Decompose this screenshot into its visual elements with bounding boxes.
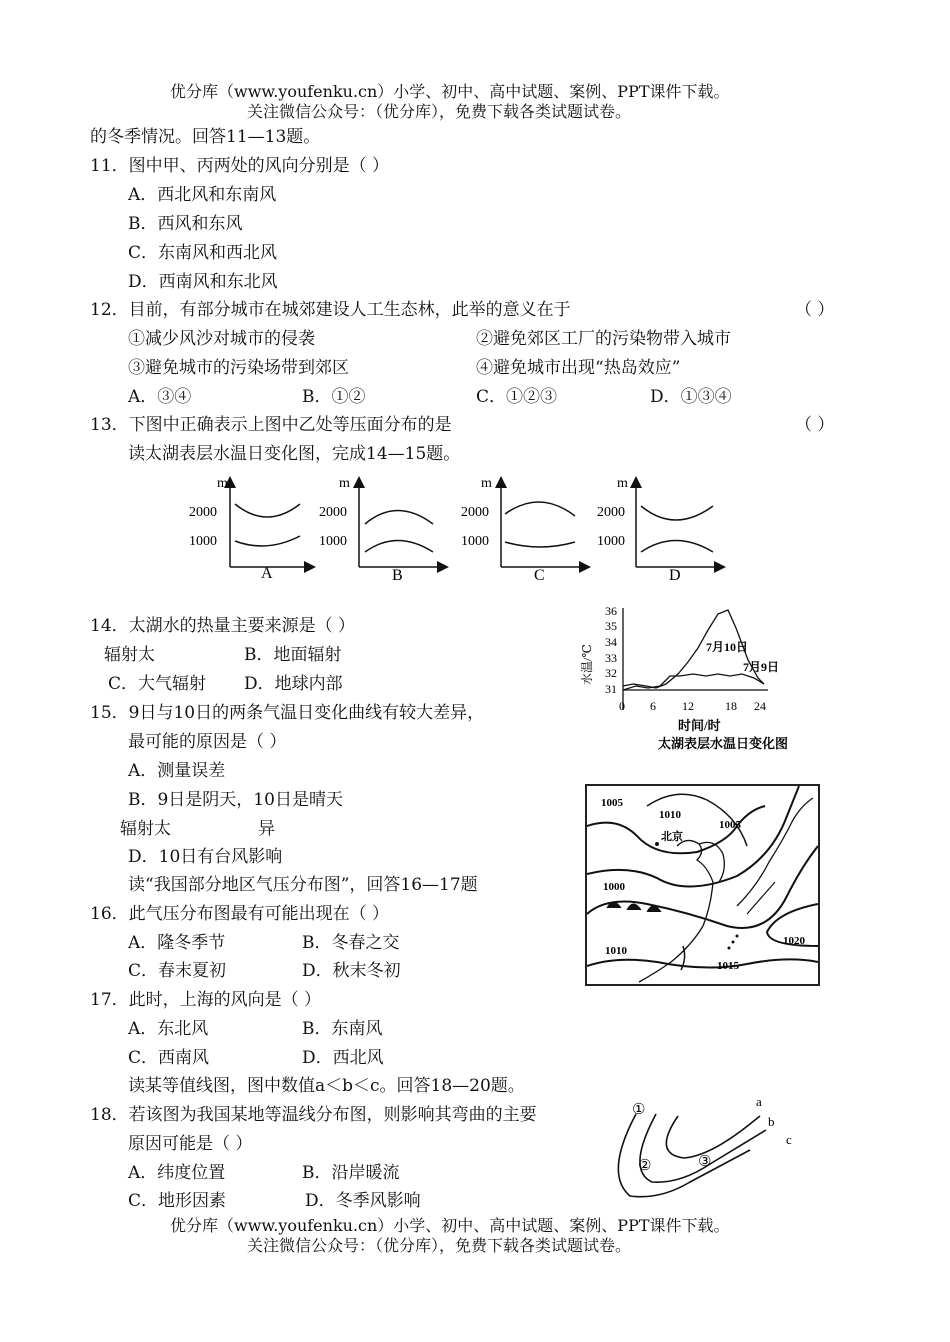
q16-option-a: A．隆冬季节	[128, 933, 226, 953]
y-tick-2000-c: 2000	[461, 505, 489, 520]
q14-stem: 14．太湖水的热量主要来源是（ ）	[90, 616, 356, 636]
q18-option-a: A．纬度位置	[128, 1163, 226, 1183]
q13-stem: 13．下图中正确表示上图中乙处等压面分布的是	[90, 415, 452, 435]
temp-ytick-34: 34	[605, 635, 617, 649]
isoline-label-c: c	[786, 1132, 792, 1147]
temp-xtick-18: 18	[725, 699, 737, 713]
isobar-label-1010-south: 1010	[605, 945, 627, 957]
q11-option-a: A．西北风和东南风	[128, 185, 277, 205]
q18-option-b: B．沿岸暖流	[302, 1163, 400, 1183]
temp-ytick-33: 33	[605, 651, 617, 665]
y-tick-2000-b: 2000	[319, 505, 347, 520]
isobar-label-1000: 1000	[603, 881, 625, 893]
marker-3: ③	[698, 1154, 712, 1170]
isobar-lower-d	[641, 541, 713, 553]
q17-option-d: D．西北风	[302, 1048, 384, 1068]
q18-20-intro: 读某等值线图，图中数值a＜b＜c。回答18—20题。	[128, 1076, 525, 1096]
q16-option-b: B．冬春之交	[302, 933, 400, 953]
isoline-c	[618, 1114, 750, 1197]
temp-ytick-36: 36	[605, 604, 617, 618]
q12-item-1: ①减少风沙对城市的侵袭	[128, 329, 315, 349]
unit-label-a: m	[217, 476, 228, 491]
temp-ylabel: 水温/℃	[580, 644, 594, 685]
isobar-lower-b	[365, 541, 433, 553]
isoline-figure	[600, 1090, 810, 1202]
isobar-label-1005-east: 1005	[719, 819, 741, 831]
marker-2: ②	[638, 1158, 652, 1174]
label-jul10: 7月10日	[706, 640, 749, 654]
temp-xtick-6: 6	[650, 699, 656, 713]
isobar-chart-d	[597, 476, 720, 584]
isobar-label-1015: 1015	[717, 960, 739, 972]
q15-option-a: A．测量误差	[128, 761, 226, 781]
q13-bracket: （ ）	[795, 415, 835, 435]
q12-option-b: B．①②	[302, 387, 366, 407]
q17-option-c: C．西南风	[128, 1048, 210, 1068]
isobar-chart-a	[189, 476, 310, 582]
isobar-label-1005-west: 1005	[601, 797, 623, 809]
q18-option-d: D．冬季风影响	[305, 1191, 421, 1211]
q16-stem: 16．此气压分布图最有可能出现在（ ）	[90, 904, 390, 924]
temp-xtick-24: 24	[754, 699, 766, 713]
q17-stem: 17．此时，上海的风向是（ ）	[90, 990, 322, 1010]
q18-option-c: C．地形因素	[128, 1191, 227, 1211]
q18-stem-1: 18．若该图为我国某地等温线分布图，则影响其弯曲的主要	[90, 1105, 537, 1125]
q16-option-d: D．秋末冬初	[302, 961, 401, 981]
temp-ytick-31: 31	[605, 682, 617, 696]
q12-bracket: （ ）	[795, 300, 835, 320]
isoline-b	[640, 1114, 766, 1182]
q15-option-c-tail: 异	[258, 819, 275, 839]
y-tick-2000-d: 2000	[597, 505, 625, 520]
q12-item-3: ③避免城市的污染场带到郊区	[128, 358, 349, 378]
isobar-upper-c	[505, 502, 575, 516]
q12-option-a: A．③④	[128, 387, 192, 407]
q14-option-b: B．地面辐射	[244, 645, 342, 665]
footer-line-2: 关注微信公众号：（优分库），免费下载各类试题试卷。	[247, 1236, 632, 1255]
isobar-upper-a	[235, 504, 300, 517]
lake-temperature-chart	[578, 600, 808, 760]
temp-caption: 太湖表层水温日变化图	[658, 736, 789, 751]
q11-option-c: C．东南风和西北风	[128, 243, 278, 263]
series-jul9	[623, 674, 764, 690]
q15-option-c-overlap: 辐射太	[120, 819, 171, 839]
isobar-label-1010-north: 1010	[659, 809, 681, 821]
q12-option-d: D．①③④	[650, 387, 732, 407]
q14-15-intro: 读太湖表层水温日变化图，完成14—15题。	[128, 444, 461, 464]
marker-1: ①	[632, 1102, 646, 1118]
q17-option-b: B．东南风	[302, 1019, 383, 1039]
isoline-label-b: b	[768, 1114, 775, 1129]
isobar-chart-b	[319, 476, 443, 584]
q12-stem: 12．目前，有部分城市在城郊建设人工生态林，此举的意义在于	[90, 300, 571, 320]
q12-option-c: C．①②③	[476, 387, 558, 407]
q15-option-d: D．10日有台风影响	[128, 847, 283, 867]
q15-stem-2: 最可能的原因是（ ）	[128, 732, 287, 752]
y-tick-1000-a: 1000	[189, 534, 217, 549]
y-tick-1000-c: 1000	[461, 534, 489, 549]
q16-17-intro: 读“我国部分地区气压分布图”，回答16—17题	[128, 875, 478, 895]
q17-option-a: A．东北风	[128, 1019, 209, 1039]
temp-xtick-0: 0	[619, 699, 625, 713]
unit-label-d: m	[617, 476, 628, 491]
y-tick-1000-d: 1000	[597, 534, 625, 549]
label-jul9: 7月9日	[743, 660, 780, 674]
isobar-lower-c	[505, 542, 575, 547]
q16-option-c: C．春末夏初	[128, 961, 227, 981]
chart-letter-a: A	[261, 565, 273, 582]
isobar-chart-c	[461, 476, 585, 584]
y-tick-2000-a: 2000	[189, 505, 217, 520]
q15-option-b: B．9日是阴天，10日是晴天	[128, 790, 343, 810]
city-beijing: 北京	[661, 831, 683, 843]
unit-label-b: m	[339, 476, 350, 491]
q12-item-4: ④避免城市出现“热岛效应”	[476, 358, 681, 378]
isobar-upper-b	[365, 511, 433, 525]
q15-stem-1: 15．9日与10日的两条气温日变化曲线有较大差异，	[90, 703, 485, 723]
chart-letter-c: C	[534, 567, 545, 584]
y-tick-1000-b: 1000	[319, 534, 347, 549]
isobar-label-1020: 1020	[783, 935, 805, 947]
isobar-diagrams	[185, 472, 745, 587]
temp-ytick-32: 32	[605, 666, 617, 680]
intro-line: 的冬季情况。回答11—13题。	[90, 127, 321, 147]
footer-line-1: 优分库（www.youfenku.cn）小学、初中、高中试题、案例、PPT课件下载。	[170, 1216, 730, 1235]
chart-letter-d: D	[669, 567, 681, 584]
q12-item-2: ②避免郊区工厂的污染物带入城市	[476, 329, 731, 349]
temp-xtick-12: 12	[682, 699, 694, 713]
chart-letter-b: B	[392, 567, 403, 584]
isoline-label-a: a	[756, 1094, 762, 1109]
header-line-1: 优分库（www.youfenku.cn）小学、初中、高中试题、案例、PPT课件下载。	[170, 82, 730, 101]
temp-ytick-35: 35	[605, 619, 617, 633]
q11-stem: 11．图中甲、丙两处的风向分别是（ ）	[90, 156, 390, 176]
q11-option-d: D．西南风和东北风	[128, 272, 278, 292]
unit-label-c: m	[481, 476, 492, 491]
pressure-map	[585, 784, 820, 986]
isobar-lower-a	[235, 536, 300, 546]
q14-option-c: C．大气辐射	[108, 674, 207, 694]
q18-stem-2: 原因可能是（ ）	[128, 1134, 253, 1154]
isobar-upper-d	[641, 506, 713, 520]
q14-option-d: D．地球内部	[244, 674, 343, 694]
q14-option-a-overlap: 辐射太	[104, 645, 155, 665]
q11-option-b: B．西风和东风	[128, 214, 243, 234]
header-line-2: 关注微信公众号：（优分库），免费下载各类试题试卷。	[247, 102, 632, 121]
pressure-map-svg	[587, 786, 818, 984]
temp-xlabel: 时间/时	[678, 718, 721, 733]
